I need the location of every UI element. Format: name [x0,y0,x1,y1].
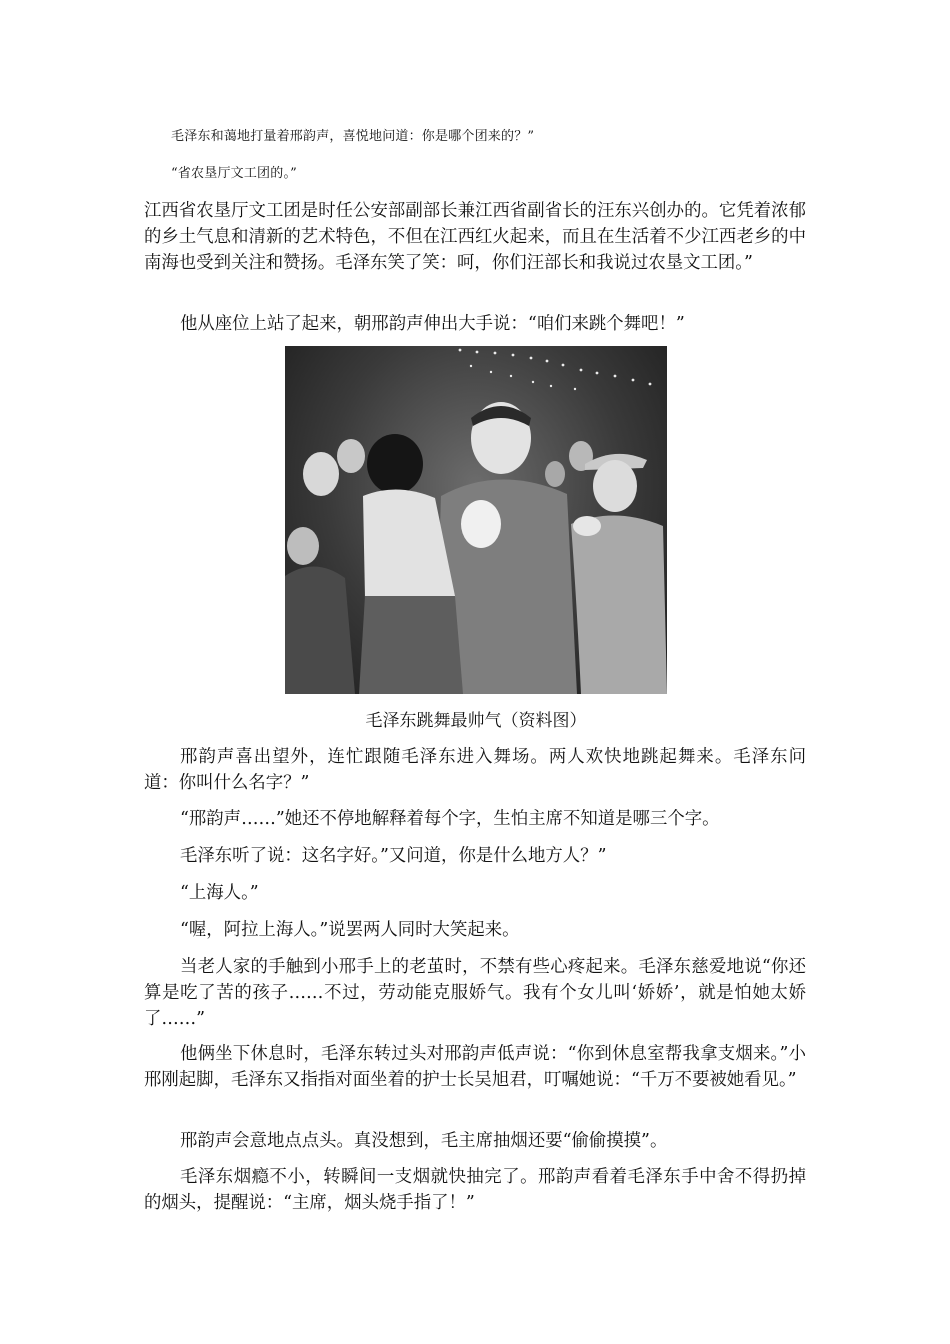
photo-caption: 毛泽东跳舞最帅气（资料图） [365,711,587,731]
invite-paragraph: 他从座位上站了起来，朝邢韵声伸出大手说：“咱们来跳个舞吧！” [180,314,685,334]
body-paragraph-5: “喔，阿拉上海人。”说罢两人同时大笑起来。 [180,920,520,940]
body-paragraph-6: 当老人家的手触到小邢手上的老茧时，不禁有些心疼起来。毛泽东慈爱地说“你还算是吃了苦的孩子……不过，劳动能克服娇气。我有个女儿叫‘娇娇’，就是怕她太娇了……” [144,957,806,1029]
body-paragraph-4: “上海人。” [180,883,259,903]
answer-paragraph: “省农垦厅文工团的。” [171,166,297,181]
body-paragraph-9: 毛泽东烟瘾不小，转瞬间一支烟就快抽完了。邢韵声看着毛泽东手中舍不得扔掉的烟头，提醒说：“主席，烟头烧手指了！” [144,1167,806,1213]
body-paragraph-2: “邢韵声……”她还不停地解释着每个字，生怕主席不知道是哪三个字。 [180,809,720,829]
body-paragraph-3: 毛泽东听了说：这名字好。”又问道，你是什么地方人？” [180,846,607,866]
intro-paragraph: 江西省农垦厅文工团是时任公安部副部长兼江西省副省长的汪东兴创办的。它凭着浓郁的乡土气息和清新的艺术特色，不但在江西红火起来，而且在生活着不少江西老乡的中南海也受到关注和赞扬。毛泽东笑了笑：呵，你们汪部长和我说过农垦文工团。” [144,201,806,273]
body-paragraph-8: 邢韵声会意地点点头。真没想到，毛主席抽烟还要“偷偷摸摸”。 [180,1131,668,1151]
body-paragraph-1: 邢韵声喜出望外，连忙跟随毛泽东进入舞场。两人欢快地跳起舞来。毛泽东问道：你叫什么名字？” [144,747,806,793]
question-paragraph: 毛泽东和蔼地打量着邢韵声，喜悦地问道：你是哪个团来的？” [171,129,535,144]
dance-photo [285,346,667,694]
body-paragraph-7: 他俩坐下休息时，毛泽东转过头对邢韵声低声说：“你到休息室帮我拿支烟来。”小邢刚起脚，毛泽东又指指对面坐着的护士长吴旭君，叮嘱她说：“千万不要被她看见。” [144,1044,806,1090]
